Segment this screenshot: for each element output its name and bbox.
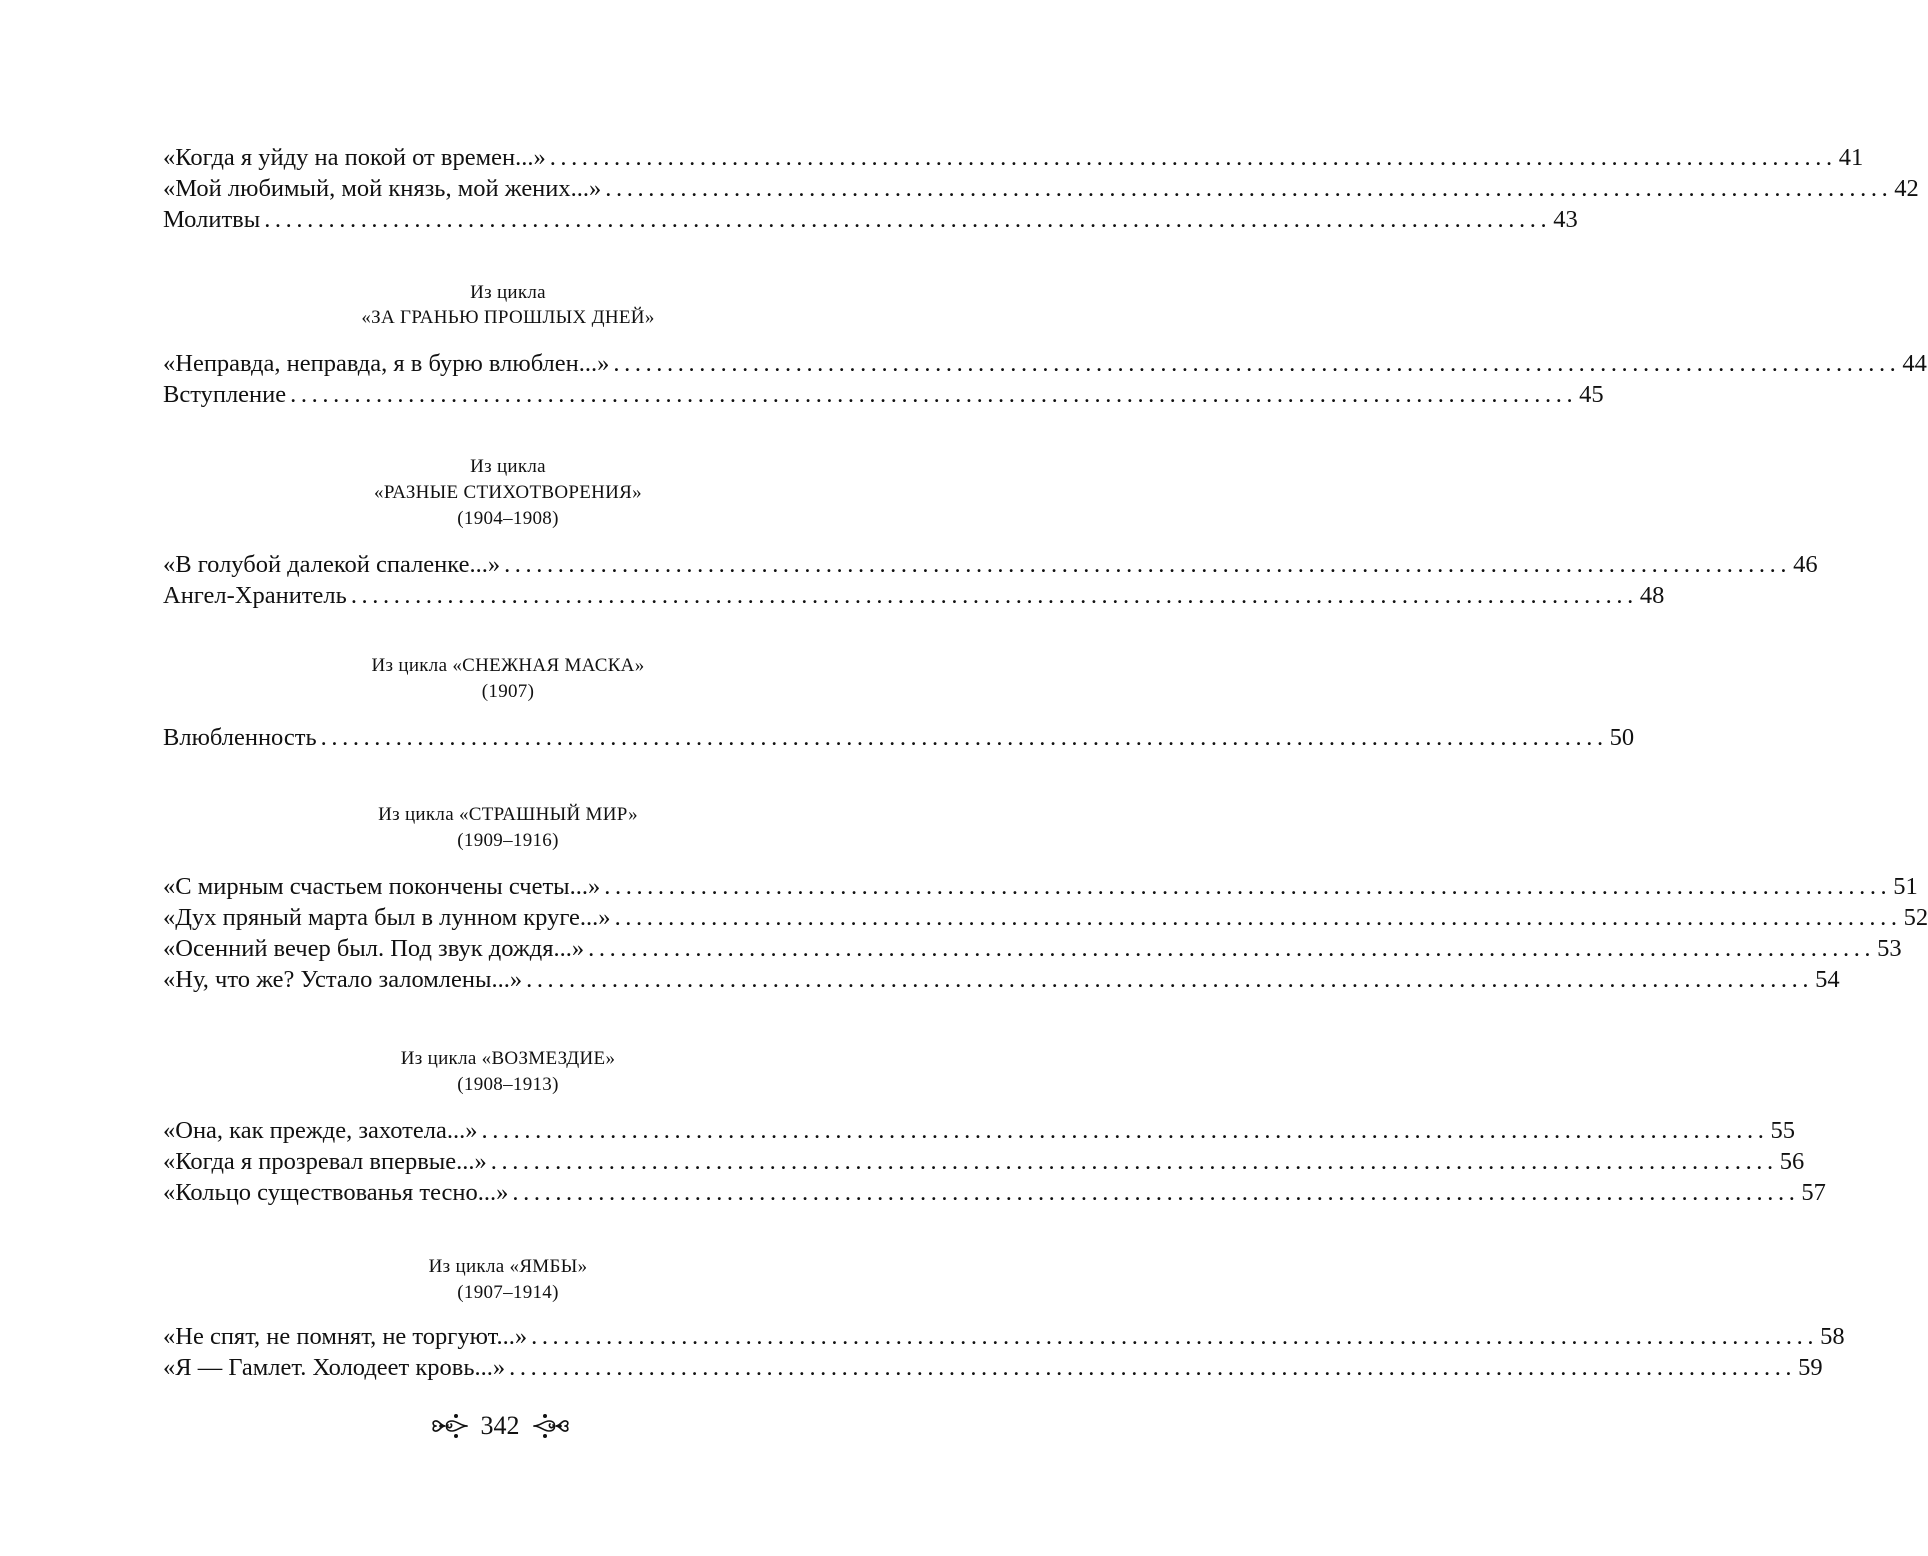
toc-entry-title: «Ну, что же? Устало заломлены...» — [163, 966, 523, 993]
toc-entry — [163, 1115, 1795, 1147]
toc-entry-title: «Она, как прежде, захотела...» — [163, 1117, 478, 1144]
toc-entry-page: 51 — [1893, 873, 1918, 900]
toc-entry-title: «Дух пряный марта был в лунном круге...» — [163, 904, 611, 931]
toc-entry-title: «Когда я прозревал впервые...» — [163, 1148, 487, 1175]
toc-entry-page: 57 — [1801, 1179, 1826, 1206]
toc-entry — [163, 580, 1665, 612]
toc-entry-title: «Когда я уйду на покой от времен...» — [163, 144, 546, 171]
dot-leader: ........................................................................................................................ — [490, 1148, 1778, 1175]
toc-entry-title: «Неправда, неправда, я в бурю влюблен...» — [163, 350, 610, 377]
section-heading-title: «ЗА ГРАНЬЮ ПРОШЛЫХ ДНЕЙ» — [361, 307, 655, 328]
toc-entry-title: Вступление — [163, 381, 287, 408]
dot-leader: ........................................................................................................................ — [526, 966, 1814, 993]
toc-entry-title: «Кольцо существованья тесно...» — [163, 1179, 509, 1206]
dot-leader: ........................................................................................................................ — [481, 1117, 1769, 1144]
dot-leader: ........................................................................................................................ — [512, 1179, 1800, 1206]
section-heading-years: (1909–1916) — [457, 830, 559, 851]
toc-entry-page: 52 — [1903, 904, 1928, 931]
dot-leader: ........................................................................................................................ — [290, 381, 1578, 408]
toc-entry-page: 44 — [1902, 350, 1927, 377]
toc-entry — [163, 1321, 1845, 1353]
section-heading-years: (1907) — [481, 681, 535, 702]
toc-entry-page: 53 — [1877, 935, 1902, 962]
toc-entry-title: «В голубой далекой спаленке...» — [163, 551, 501, 578]
toc-entry-page: 43 — [1553, 206, 1578, 233]
toc-entry-title: «Я — Гамлет. Холодеет кровь...» — [163, 1354, 506, 1381]
toc-entry-page: 48 — [1639, 582, 1665, 609]
toc-entry — [163, 549, 1818, 581]
toc-entry — [163, 1352, 1823, 1384]
section-heading-title: Из цикла «ВОЗМЕЗДИЕ» — [400, 1048, 616, 1069]
section-heading-title: Из цикла «СНЕЖНАЯ МАСКА» — [371, 655, 645, 676]
dot-leader: ........................................................................................................................ — [504, 551, 1792, 578]
toc-entry-page: 54 — [1815, 966, 1840, 993]
toc-entry — [163, 1177, 1826, 1209]
dot-leader: ........................................................................................................................ — [614, 904, 1902, 931]
toc-entry — [163, 379, 1604, 411]
section-heading-title: Из цикла «СТРАШНЫЙ МИР» — [378, 804, 638, 825]
toc-entry — [163, 204, 1578, 236]
dot-leader: ........................................................................................................................ — [604, 873, 1892, 900]
toc-entry-title: «Не спят, не помнят, не торгуют...» — [163, 1323, 528, 1350]
section-heading-years: (1907–1914) — [457, 1282, 559, 1303]
toc-entry-page: 50 — [1609, 724, 1635, 751]
toc-entry-page: 56 — [1779, 1148, 1805, 1175]
dot-leader: ........................................................................................................................ — [509, 1354, 1797, 1381]
toc-entry — [163, 142, 1864, 174]
section-heading-title: Из цикла «ЯМБЫ» — [428, 1256, 588, 1277]
toc-entry-title: Ангел-Хранитель — [163, 582, 347, 609]
toc-entry-title: «С мирным счастьем покончены счеты...» — [163, 873, 601, 900]
section-heading-label: Из цикла — [470, 456, 546, 477]
page-number: 342 — [480, 1411, 520, 1440]
toc-entry-page: 46 — [1793, 551, 1818, 578]
right-ornament-icon — [532, 1412, 570, 1440]
left-ornament-icon — [431, 1412, 469, 1440]
toc-entry-title: «Осенний вечер был. Под звук дождя...» — [163, 935, 585, 962]
toc-entry — [163, 902, 1928, 934]
dot-leader: ........................................................................................................................ — [264, 206, 1552, 233]
toc-entry — [163, 173, 1919, 205]
toc-entry-title: «Мой любимый, мой князь, мой жених...» — [163, 175, 602, 202]
dot-leader: ........................................................................................................................ — [549, 144, 1837, 171]
toc-entry-page: 42 — [1894, 175, 1919, 202]
dot-leader: ........................................................................................................................ — [531, 1323, 1819, 1350]
toc-entry — [163, 722, 1635, 754]
toc-entry-page: 55 — [1770, 1117, 1795, 1144]
toc-entry-title: Молитвы — [163, 206, 261, 233]
dot-leader: ........................................................................................................................ — [350, 582, 1638, 609]
toc-entry-title: Влюбленность — [163, 724, 317, 751]
section-heading-years: (1908–1913) — [457, 1074, 559, 1095]
toc-entry-page: 59 — [1798, 1354, 1823, 1381]
toc-entry — [163, 348, 1927, 380]
toc-entry — [163, 933, 1902, 965]
section-heading-label: Из цикла — [470, 282, 546, 303]
toc-entry — [163, 964, 1840, 996]
toc-entry — [163, 1146, 1805, 1178]
page-footer — [0, 1410, 1000, 1442]
toc-entry-page: 41 — [1838, 144, 1864, 171]
section-heading-title: «РАЗНЫЕ СТИХОТВОРЕНИЯ» — [374, 482, 642, 503]
toc-entry-page: 58 — [1820, 1323, 1845, 1350]
dot-leader: ........................................................................................................................ — [320, 724, 1608, 751]
section-heading-years: (1904–1908) — [457, 508, 559, 529]
dot-leader: ........................................................................................................................ — [588, 935, 1876, 962]
dot-leader: ........................................................................................................................ — [605, 175, 1893, 202]
toc-entry-page: 45 — [1579, 381, 1604, 408]
dot-leader: ........................................................................................................................ — [613, 350, 1901, 377]
toc-entry — [163, 871, 1918, 903]
